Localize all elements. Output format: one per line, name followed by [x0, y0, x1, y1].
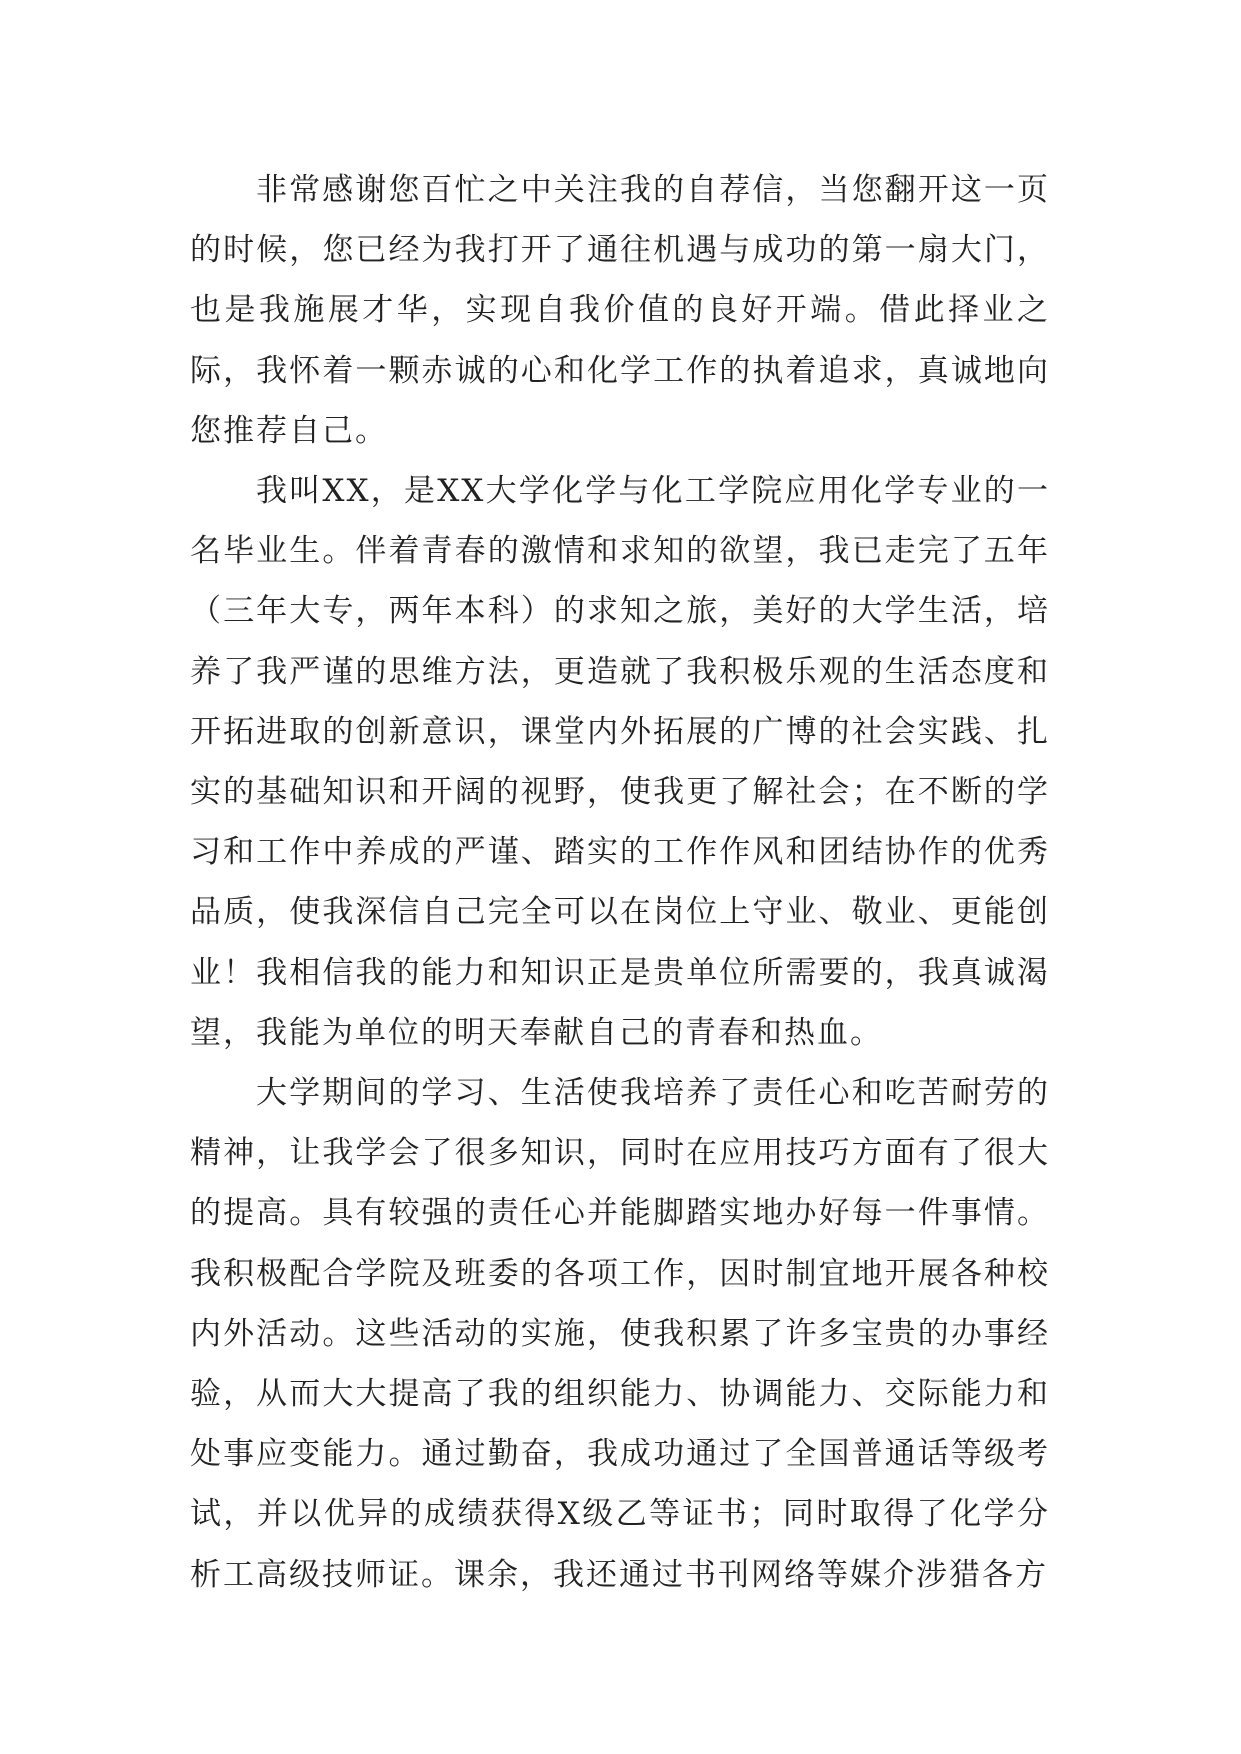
paragraph-introduction: 非常感谢您百忙之中关注我的自荐信，当您翻开这一页的时候，您已经为我打开了通往机遇与成功的第一扇大门，也是我施展才华，实现自我价值的良好开端。借此择业之际，我怀着一颗赤诚的心和化学工作的执着追求，真诚地向您推荐自己。	[190, 172, 1050, 449]
letter-body	[190, 160, 1050, 1605]
paragraph-self-introduction: 我叫XX，是XX大学化学与化工学院应用化学专业的一名毕业生。伴着青春的激情和求知的欲望，我已走完了五年（三年大专，两年本科）的求知之旅，美好的大学生活，培养了我严谨的思维方法，更造就了我积极乐观的生活态度和开拓进取的创新意识，课堂内外拓展的广博的社会实践、扎实的基础知识和开阔的视野，使我更了解社会；在不断的学习和工作中养成的严谨、踏实的工作作风和团结协作的优秀品质，使我深信自己完全可以在岗位上守业、敬业、更能创业！我相信我的能力和知识正是贵单位所需要的，我真诚渴望，我能为单位的明天奉献自己的青春和热血。	[190, 473, 1050, 1051]
paragraph-university-experience: 大学期间的学习、生活使我培养了责任心和吃苦耐劳的精神，让我学会了很多知识，同时在应用技巧方面有了很大的提高。具有较强的责任心并能脚踏实地办好每一件事情。我积极配合学院及班委的各项工作，因时制宜地开展各种校内外活动。这些活动的实施，使我积累了许多宝贵的办事经验，从而大大提高了我的组织能力、协调能力、交际能力和处事应变能力。通过勤奋，我成功通过了全国普通话等级考试，并以优异的成绩获得X级乙等证书；同时取得了化学分析工高级技师证。课余，我还通过书刊网络等媒介涉猎各方	[190, 1075, 1050, 1593]
